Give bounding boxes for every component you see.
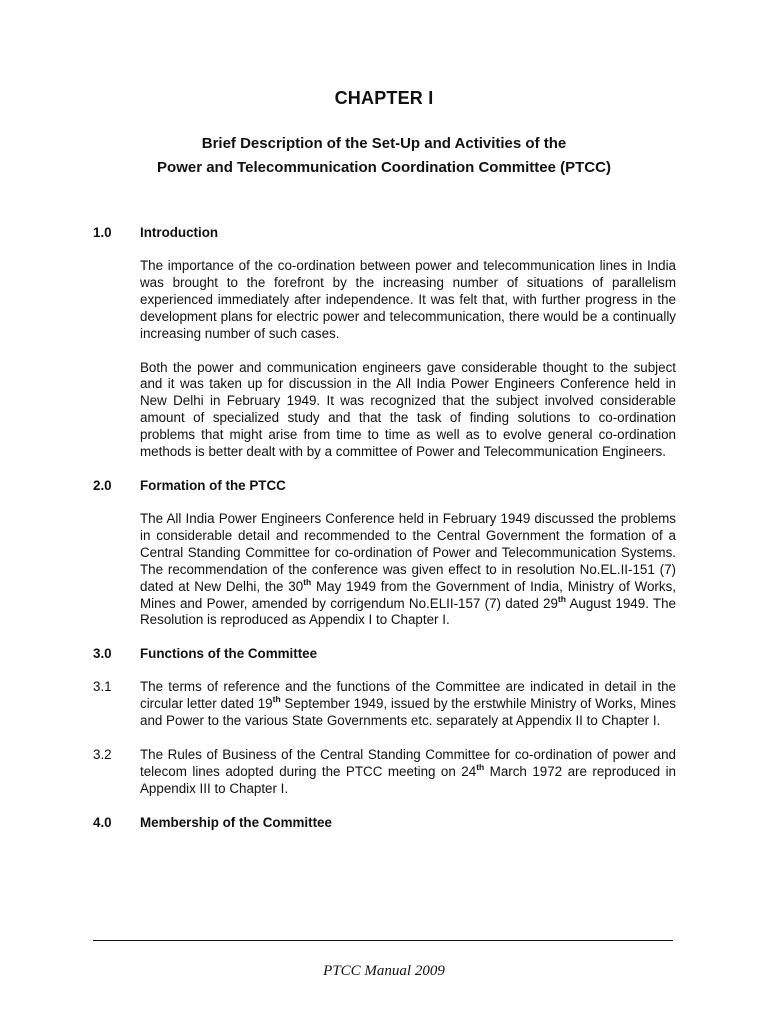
item-text	[140, 747, 676, 798]
section-title: Functions of the Committee	[140, 646, 318, 662]
section-number: 2.0	[93, 477, 112, 493]
item-number: 3.2	[93, 747, 112, 763]
item-text-part-2: March 1972 are reproduced in Appendix III to Chapter I.	[140, 763, 676, 796]
item-number: 3.1	[93, 679, 112, 695]
functions-item-3-2	[93, 747, 676, 798]
section-number: 1.0	[93, 225, 112, 240]
footer-divider	[93, 940, 673, 941]
formation-paragraph	[140, 511, 676, 629]
item-text	[140, 679, 676, 730]
subtitle-line-2: Power and Telecommunication Coordination Committee (PTCC)	[157, 159, 611, 176]
formation-text-part-3: August 1949. The Resolution is reproduced as Appendix I to Chapter I.	[140, 595, 677, 628]
functions-item-3-1	[93, 679, 676, 730]
section-heading-functions	[93, 646, 676, 662]
formation-text-part-1: The All India Power Engineers Conference held in February 1949 discussed the problems in considerable detail and recommended to the Central Government the formation of a Central Standing Committee for co-ordination of Power and Telecommunication Systems. The recommendation of the conference was given effect to in resolution No.EL.II-151 (7) dated at New Delhi, the 30	[140, 510, 676, 594]
section-number: 3.0	[93, 646, 112, 662]
ordinal-suffix: th	[476, 761, 485, 772]
section-heading-formation	[93, 478, 676, 494]
formation-text-part-2: May 1949 from the Government of India, Ministry of Works, Mines and Power, amended by corrigendum No.ELII-157 (7) dated 29	[140, 578, 677, 611]
section-title: Introduction	[140, 225, 219, 240]
item-text-part-1: The Rules of Business of the Central Standing Committee for co-ordination of power and telecom lines adopted during the PTCC meeting on 24	[140, 747, 676, 779]
section-heading-introduction	[93, 225, 676, 241]
subtitle-line-1: Brief Description of the Set-Up and Activities of the	[201, 135, 567, 152]
introduction-paragraph-2: Both the power and communication engineers gave considerable thought to the subject and it was taken up for discussion in the All India Power Engineers Conference held in New Delhi in February 1949. It was recognized that the subject involved considerable amount of specialized study and that the task of finding solutions to co-ordination problems that might arise from time to time as well as to evolve general co-ordination methods is better dealt with by a committee of Power and Telecommunication Engineers.	[140, 359, 676, 460]
item-text-part-2: September 1949, issued by the erstwhile Ministry of Works, Mines and Power to the various State Governments etc. separately at Appendix II to Chapter I.	[140, 696, 676, 729]
document-body	[93, 225, 676, 831]
item-text-part-1: The terms of reference and the functions of the Committee are indicated in detail in the circular letter dated 19	[140, 679, 676, 712]
introduction-paragraph-1: The importance of the co-ordination between power and telecommunication lines in India was brought to the forefront by the increasing number of situations of parallelism experienced immediately after independence. It was felt that, with further progress in the development plans for electric power and telecommunication, there would be a continually increasing number of such cases.	[140, 258, 676, 341]
ordinal-suffix: th	[303, 576, 312, 587]
page-footer: PTCC Manual 2009	[323, 963, 445, 979]
section-title: Membership of the Committee	[140, 814, 332, 830]
ordinal-suffix: th	[272, 694, 281, 705]
section-title: Formation of the PTCC	[140, 477, 286, 493]
ordinal-suffix: th	[557, 593, 566, 604]
section-heading-membership	[93, 815, 676, 831]
section-number: 4.0	[93, 814, 112, 830]
chapter-title: CHAPTER I	[334, 88, 434, 108]
